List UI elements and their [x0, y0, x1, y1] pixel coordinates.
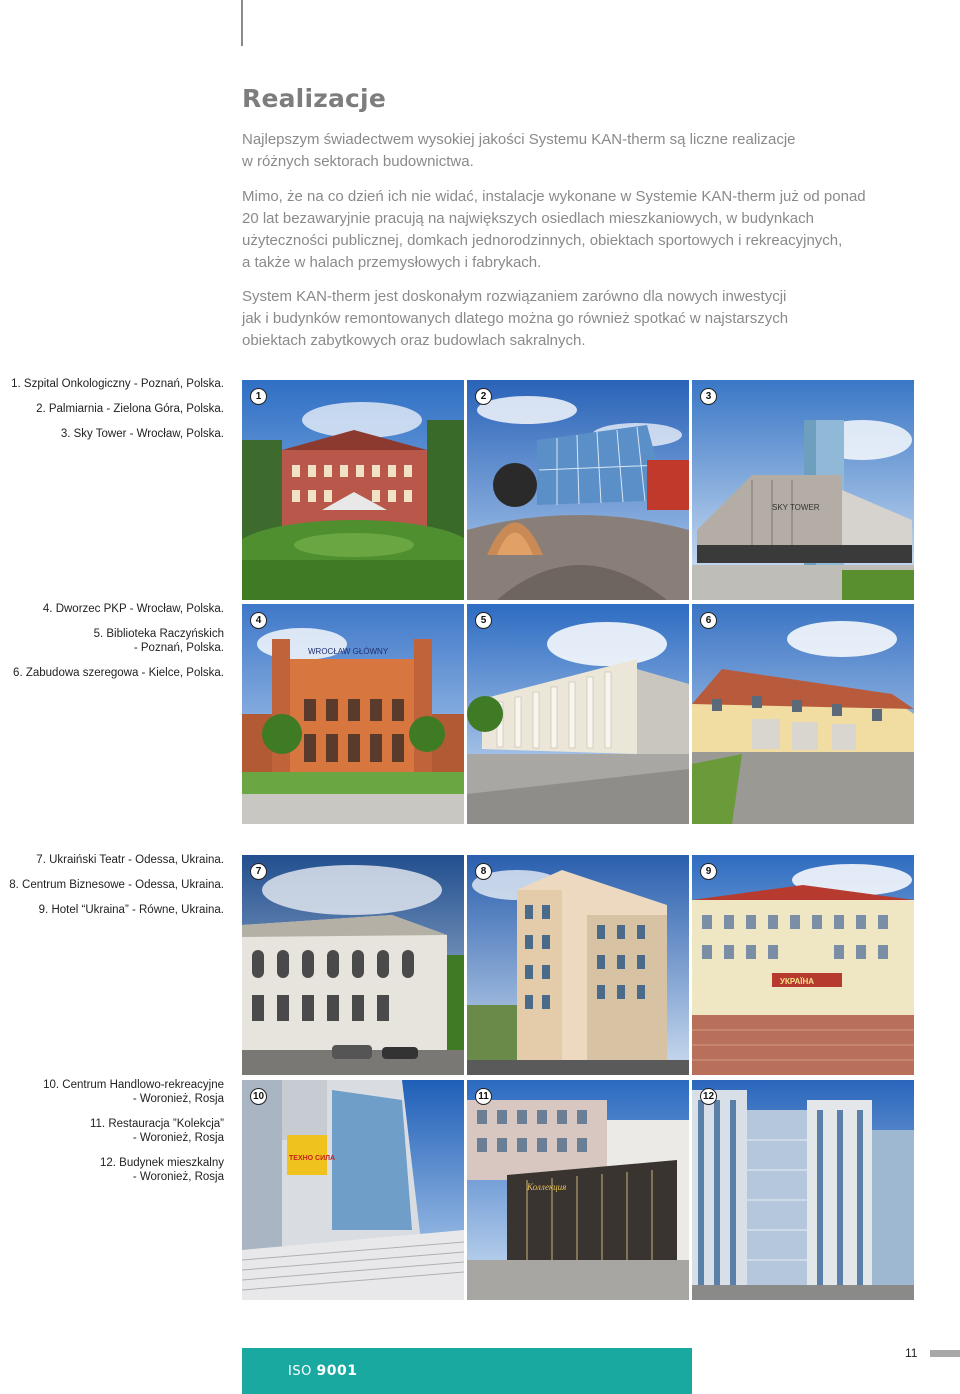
- photo-railway-station: [242, 604, 464, 824]
- caption: 12. Budynek mieszkalny: [99, 1157, 224, 1169]
- photo-sky-tower: [692, 380, 914, 600]
- caption: 5. Biblioteka Raczyńskich: [93, 628, 224, 640]
- caption: 2. Palmiarnia - Zielona Góra, Polska.: [36, 403, 224, 415]
- intro-line: Najlepszym świadectwem wysokiej jakości Systemu KAN-therm są liczne realizacje: [242, 131, 796, 148]
- railway-station-illustration: [242, 604, 464, 824]
- photo-number-badge: 9: [700, 863, 717, 880]
- residential-illustration: [692, 1080, 914, 1300]
- photo-palm-house: [467, 380, 689, 600]
- palm-house-illustration: [467, 380, 689, 600]
- page-title: Realizacje: [242, 84, 386, 113]
- business-centre-illustration: [467, 855, 689, 1075]
- sky-tower-illustration: [692, 380, 914, 600]
- photo-number-badge: 4: [250, 612, 267, 629]
- body-line: 20 lat bezawaryjnie pracują na największych osiedlach mieszkaniowych, w budynkach: [242, 210, 814, 227]
- caption: 7. Ukraiński Teatr - Odessa, Ukraina.: [36, 854, 224, 866]
- iso-number: 9001: [316, 1363, 358, 1379]
- body-line: System KAN-therm jest doskonałym rozwiązaniem zarówno dla nowych inwestycji: [242, 288, 787, 305]
- photo-number-badge: 10: [250, 1088, 267, 1105]
- hotel-illustration: [692, 855, 914, 1075]
- page-number: 11: [905, 1346, 918, 1360]
- caption: 11. Restauracja ”Kolekcja”: [89, 1118, 224, 1130]
- caption: - Woronież, Rosja: [132, 1171, 224, 1183]
- caption: 10. Centrum Handlowo-rekreacyjne: [43, 1079, 224, 1091]
- caption: 3. Sky Tower - Wrocław, Polska.: [60, 428, 224, 440]
- hospital-illustration: [242, 380, 464, 600]
- photo-raczynski-library: [467, 604, 689, 824]
- caption: 8. Centrum Biznesowe - Odessa, Ukraina.: [9, 879, 224, 891]
- iso-prefix: ISO: [288, 1364, 312, 1379]
- body-line: jak i budynków remontowanych dlatego można go również spotkać w najstarszych: [242, 310, 789, 327]
- caption: 6. Zabudowa szeregowa - Kielce, Polska.: [13, 667, 224, 679]
- photo-hotel-ukraina: [692, 855, 914, 1075]
- library-illustration: [467, 604, 689, 824]
- photo-business-centre: [467, 855, 689, 1075]
- photo-number-badge: 2: [475, 388, 492, 405]
- captions-group-4: [0, 1078, 224, 1195]
- body-paragraph-1: [242, 186, 902, 274]
- photo-number-badge: 8: [475, 863, 492, 880]
- body-line: obiektach zabytkowych oraz budowlach sakralnych.: [242, 332, 586, 349]
- body-paragraph-2: [242, 286, 842, 352]
- caption: - Poznań, Polska.: [133, 642, 224, 654]
- caption: 4. Dworzec PKP - Wrocław, Polska.: [42, 603, 224, 615]
- iso-certification: [288, 1363, 357, 1379]
- intro-line: w różnych sektorach budownictwa.: [242, 153, 474, 170]
- photo-number-badge: 6: [700, 612, 717, 629]
- photo-terraced-houses: [692, 604, 914, 824]
- photo-number-badge: 1: [250, 388, 267, 405]
- photo-oncology-hospital: [242, 380, 464, 600]
- photo-restaurant-kolekcja: [467, 1080, 689, 1300]
- photo-ukrainian-theatre: [242, 855, 464, 1075]
- captions-group-3: [0, 853, 224, 928]
- theatre-illustration: [242, 855, 464, 1075]
- terraced-houses-illustration: [692, 604, 914, 824]
- photo-number-badge: 7: [250, 863, 267, 880]
- caption: 9. Hotel “Ukraina” - Równe, Ukraina.: [38, 904, 224, 916]
- captions-group-1: [0, 377, 224, 452]
- body-line: użyteczności publicznej, domkach jednorodzinnych, obiektach sportowych i rekreacyjnych,: [242, 232, 843, 249]
- photo-number-badge: 3: [700, 388, 717, 405]
- station-sign: WROCŁAW GŁÓWNY: [308, 647, 389, 656]
- restaurant-illustration: [467, 1080, 689, 1300]
- footer-bar: [242, 1348, 692, 1394]
- body-line: a także w halach przemysłowych i fabrykach.: [242, 254, 542, 271]
- page-tab-marker: [930, 1350, 960, 1357]
- top-rule: [241, 0, 243, 46]
- photo-number-badge: 5: [475, 612, 492, 629]
- sky-tower-sign: SKY TOWER: [772, 503, 820, 512]
- body-line: Mimo, że na co dzień ich nie widać, instalacje wykonane w Systemie KAN-therm już od ponad: [242, 188, 866, 205]
- captions-group-2: [0, 602, 224, 691]
- caption: 1. Szpital Onkologiczny - Poznań, Polska.: [11, 378, 224, 390]
- caption: - Woronież, Rosja: [132, 1132, 224, 1144]
- photo-number-badge: 12: [700, 1088, 717, 1105]
- store-sign: ТЕХНО СИЛА: [289, 1155, 336, 1162]
- intro-paragraph: [242, 129, 842, 173]
- photo-number-badge: 11: [475, 1088, 492, 1105]
- restaurant-sign: Коллекция: [527, 1182, 567, 1192]
- caption: - Woronież, Rosja: [132, 1093, 224, 1105]
- shopping-centre-illustration: [242, 1080, 464, 1300]
- photo-residential-building: [692, 1080, 914, 1300]
- photo-shopping-centre: [242, 1080, 464, 1300]
- hotel-sign: УКРАЇНА: [780, 977, 815, 986]
